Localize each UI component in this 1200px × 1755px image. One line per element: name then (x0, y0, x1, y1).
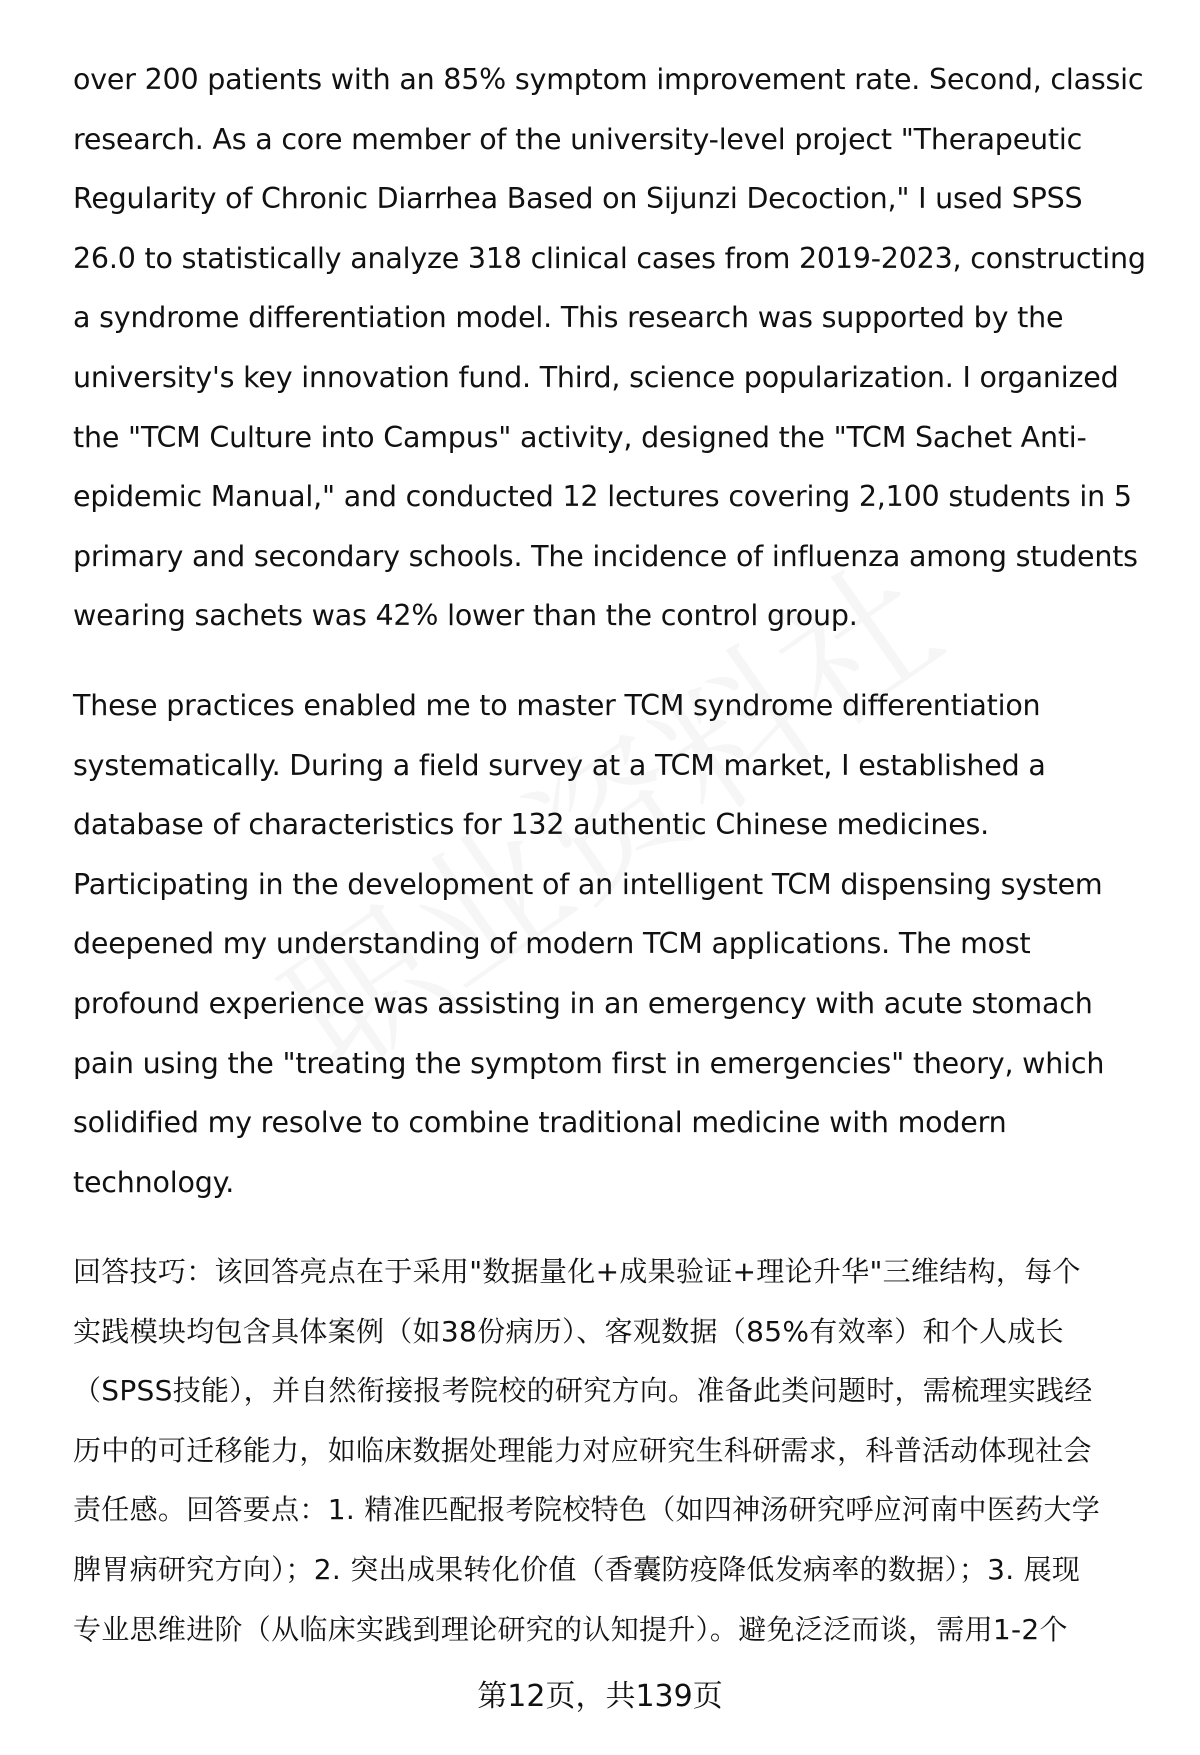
text-line: the "TCM Culture into Campus" activity, designed the "TCM Sachet Anti- (73, 420, 1087, 454)
paragraph-1 (73, 50, 1173, 646)
text-line: systematically. During a field survey at a TCM market, I established a (73, 748, 1046, 782)
text-line: 责任感。回答要点：1. 精准匹配报考院校特色（如四神汤研究呼应河南中医药大学 (73, 1493, 1101, 1527)
text-line: database of characteristics for 132 authentic Chinese medicines. (73, 808, 990, 842)
text-line: deepened my understanding of modern TCM applications. The most (73, 927, 1031, 961)
page-number: 第12页，共139页 (477, 1679, 723, 1714)
text-line: pain using the "treating the symptom first in emergencies" theory, which (73, 1046, 1105, 1080)
text-line: These practices enabled me to master TCM syndrome differentiation (73, 689, 1041, 722)
paragraph-2 (73, 676, 1173, 1212)
text-line: 实践模块均包含具体案例（如38份病历）、客观数据（85%有效率）和个人成长 (73, 1314, 1064, 1348)
text-line: wearing sachets was 42% lower than the control group. (73, 599, 858, 633)
text-line: a syndrome differentiation model. This research was supported by the (73, 301, 1064, 335)
text-line: research. As a core member of the university-level project "Therapeutic (73, 122, 1083, 156)
text-line: Participating in the development of an intelligent TCM dispensing system (73, 867, 1103, 901)
text-line: solidified my resolve to combine traditional medicine with modern (73, 1106, 1007, 1140)
text-line: 回答技巧：该回答亮点在于采用"数据量化+成果验证+理论升华"三维结构，每个 (73, 1255, 1081, 1288)
text-line: profound experience was assisting in an emergency with acute stomach (73, 986, 1093, 1020)
text-line: 脾胃病研究方向）；2. 突出成果转化价值（香囊防疫降低发病率的数据）；3. 展现 (73, 1552, 1081, 1586)
text-line: 26.0 to statistically analyze 318 clinical cases from 2019-2023, constructing (73, 241, 1146, 275)
text-line: （SPSS技能），并自然衔接报考院校的研究方向。准备此类问题时，需梳理实践经 (73, 1374, 1093, 1408)
answer-tips-paragraph (73, 1242, 1173, 1659)
text-line: 专业思维进阶（从临床实践到理论研究的认知提升）。避免泛泛而谈，需用1-2个 (73, 1612, 1068, 1646)
text-line: technology. (73, 1165, 235, 1199)
text-line: epidemic Manual," and conducted 12 lectures covering 2,100 students in 5 (73, 480, 1132, 514)
text-line: primary and secondary schools. The incidence of influenza among students (73, 539, 1138, 573)
text-line: over 200 patients with an 85% symptom improvement rate. Second, classic (73, 63, 1144, 96)
text-line: university's key innovation fund. Third, science popularization. I organized (73, 360, 1119, 394)
text-line: Regularity of Chronic Diarrhea Based on Sijunzi Decoction," I used SPSS (73, 182, 1083, 216)
text-line: 历中的可迁移能力，如临床数据处理能力对应研究生科研需求，科普活动体现社会 (73, 1433, 1092, 1467)
